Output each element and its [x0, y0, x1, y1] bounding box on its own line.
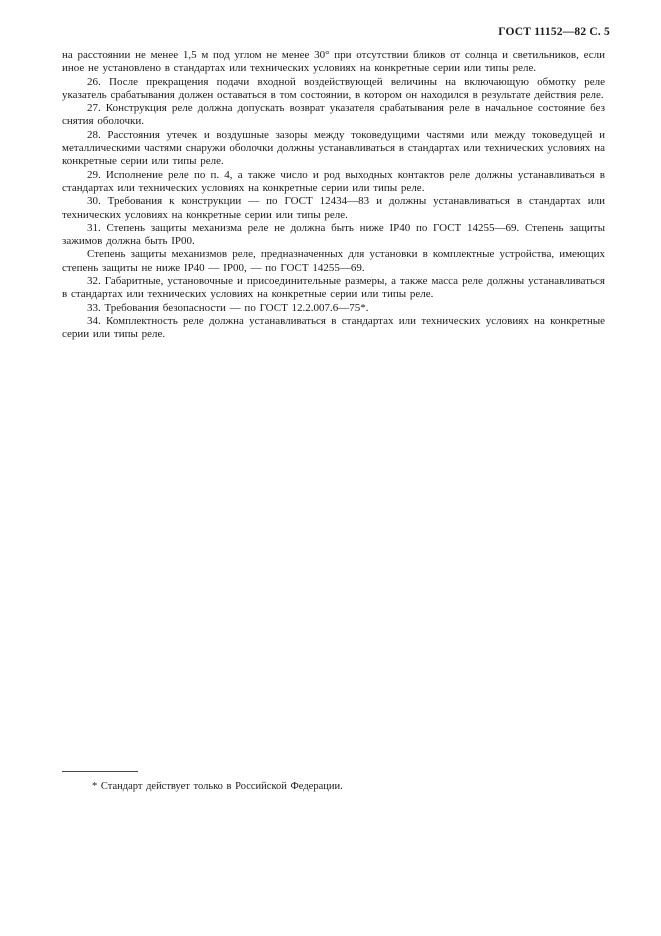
paragraph-item-26: 26. После прекращения подачи входной воздействующей величины на включающую обмотку реле указатель срабатывания должен оставаться в том состоянии, в котором он находился в результате действия реле. [62, 75, 605, 101]
footnote [62, 771, 605, 793]
paragraph-item-34: 34. Комплектность реле должна устанавливаться в стандартах или технических условиях на конкретные серии или типы реле. [62, 314, 605, 341]
footnote-divider [62, 771, 138, 772]
paragraph-item-29: 29. Исполнение реле по п. 4, а также число и род выходных контактов реле должны устанавливаться в стандартах или технических условиях на конкретные серии или типы реле. [62, 168, 605, 194]
footnote-text: * Стандарт действует только в Российской Федерации. [92, 781, 343, 792]
paragraph-item-33: 33. Требования безопасности — по ГОСТ 12.2.007.6—75*. [87, 301, 369, 314]
paragraph-item-32: 32. Габаритные, установочные и присоединительные размеры, а также масса реле должны устанавливаться в стандартах или технических условиях на конкретные серии или типы реле. [62, 275, 605, 301]
paragraph-item-31-continuation: Степень защиты механизмов реле, предназначенных для установки в комплектные устройства, имеющих степень защиты не ниже IP40 — IP00, — по ГОСТ 14255—69. [62, 248, 605, 274]
paragraph-item-27: 27. Конструкция реле должна допускать возврат указателя срабатывания реле в начальное состояние без снятия оболочки. [62, 102, 605, 128]
paragraph-item-30: 30. Требования к конструкции — по ГОСТ 12434—83 и должны устанавливаться в стандартах или технических условиях на конкретные серии или типы реле. [62, 195, 605, 221]
page-header-gost-number: ГОСТ 11152—82 С. 5 [498, 26, 610, 38]
paragraph-item-31: 31. Степень защиты механизма реле не должна быть ниже IP40 по ГОСТ 14255—69. Степень защиты зажимов должна быть IP00. [62, 221, 605, 248]
paragraph-continuation: на расстоянии не менее 1,5 м под углом не менее 30° при отсутствии бликов от солнца и светильников, если иное не установлено в стандартах или технических условиях на конкретные серии или типы реле. [62, 49, 605, 75]
paragraph-item-28: 28. Расстояния утечек и воздушные зазоры между токоведущими частями или между токоведущей и металлическими частями снаружи оболочки должны устанавливаться в стандартах или технических условиях на конкретные серии или типы реле. [62, 128, 605, 168]
document-body [62, 49, 605, 342]
